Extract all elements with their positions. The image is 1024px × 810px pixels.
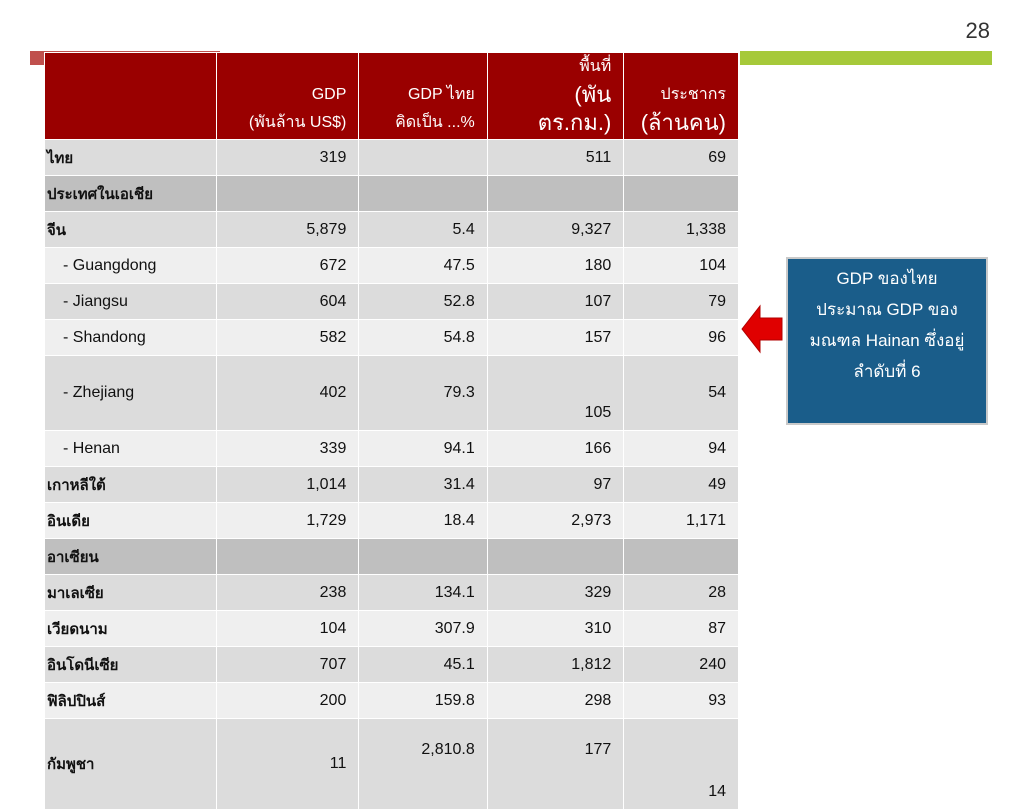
row-gdp: 402 xyxy=(217,356,359,431)
row-area: 9,327 xyxy=(487,212,624,248)
table-header-row xyxy=(45,53,739,140)
row-pop xyxy=(624,176,739,212)
row-pct: 307.9 xyxy=(359,611,487,647)
row-area: 107 xyxy=(487,284,624,320)
row-area xyxy=(487,539,624,575)
row-gdp: 238 xyxy=(217,575,359,611)
table-row xyxy=(45,248,739,284)
header-gdp xyxy=(217,53,359,140)
row-pct: 134.1 xyxy=(359,575,487,611)
header-pop-line1: ประชากร xyxy=(660,86,726,103)
section-label: ประเทศในเอเชีย xyxy=(45,176,217,212)
row-gdp xyxy=(217,176,359,212)
row-name: เกาหลีใต้ xyxy=(45,467,217,503)
row-pop: 1,171 xyxy=(624,503,739,539)
row-area: 310 xyxy=(487,611,624,647)
row-gdp: 5,879 xyxy=(217,212,359,248)
row-pct: 45.1 xyxy=(359,647,487,683)
row-pop: 104 xyxy=(624,248,739,284)
header-pop xyxy=(624,53,739,140)
header-pct-line1: GDP ไทย xyxy=(407,86,475,103)
row-area: 298 xyxy=(487,683,624,719)
header-area xyxy=(487,53,624,140)
header-area-line1: พื้นที่ xyxy=(579,58,612,75)
table-row xyxy=(45,284,739,320)
row-pct xyxy=(359,539,487,575)
table-row xyxy=(45,320,739,356)
row-pop: 28 xyxy=(624,575,739,611)
row-area: 177 xyxy=(487,719,624,810)
table-row xyxy=(45,212,739,248)
note-line: มณฑล Hainan ซึ่งอยู่ xyxy=(809,331,965,350)
row-gdp: 11 xyxy=(217,719,359,810)
table-row xyxy=(45,503,739,539)
row-gdp: 582 xyxy=(217,320,359,356)
table-row xyxy=(45,683,739,719)
table-row xyxy=(45,647,739,683)
header-pop-line2: (ล้านคน) xyxy=(640,110,726,135)
row-pct xyxy=(359,176,487,212)
table-row xyxy=(45,611,739,647)
row-pct: 5.4 xyxy=(359,212,487,248)
row-pop: 79 xyxy=(624,284,739,320)
row-name: มาเลเซีย xyxy=(45,575,217,611)
row-area: 329 xyxy=(487,575,624,611)
row-area: 180 xyxy=(487,248,624,284)
table-row xyxy=(45,467,739,503)
row-name: - Zhejiang xyxy=(45,356,217,431)
row-pct xyxy=(359,140,487,176)
table-row xyxy=(45,356,739,431)
row-pop: 94 xyxy=(624,431,739,467)
row-gdp: 707 xyxy=(217,647,359,683)
note-line: ประมาณ GDP ของ xyxy=(816,300,958,319)
row-pct: 52.8 xyxy=(359,284,487,320)
section-label: อาเซียน xyxy=(45,539,217,575)
note-box xyxy=(786,257,988,425)
left-arrow-icon xyxy=(741,304,783,354)
row-pop: 49 xyxy=(624,467,739,503)
note-line: GDP ของไทย xyxy=(836,269,938,288)
row-name: ฟิลิปปินส์ xyxy=(45,683,217,719)
header-area-line2: (พัน ตร.กม.) xyxy=(537,82,612,135)
page-number: 28 xyxy=(965,18,990,43)
row-gdp: 339 xyxy=(217,431,359,467)
header-gdp-line1: GDP xyxy=(311,86,347,103)
row-area: 105 xyxy=(487,356,624,431)
gdp-comparison-table xyxy=(44,52,739,810)
row-name: - Jiangsu xyxy=(45,284,217,320)
section-row xyxy=(45,176,739,212)
row-name: - Henan xyxy=(45,431,217,467)
row-name: เวียดนาม xyxy=(45,611,217,647)
row-gdp: 319 xyxy=(217,140,359,176)
header-gdp-line2: (พันล้าน US$) xyxy=(248,114,347,131)
row-gdp: 672 xyxy=(217,248,359,284)
row-pop: 240 xyxy=(624,647,739,683)
row-pct: 79.3 xyxy=(359,356,487,431)
row-gdp: 104 xyxy=(217,611,359,647)
row-name: - Guangdong xyxy=(45,248,217,284)
row-pop xyxy=(624,539,739,575)
table-row xyxy=(45,719,739,810)
row-area: 97 xyxy=(487,467,624,503)
row-gdp: 1,014 xyxy=(217,467,359,503)
row-name: - Shandong xyxy=(45,320,217,356)
header-pct-line2: คิดเป็น ...% xyxy=(395,114,475,131)
row-gdp: 200 xyxy=(217,683,359,719)
row-area: 511 xyxy=(487,140,624,176)
row-pop: 14 xyxy=(624,719,739,810)
table-row xyxy=(45,140,739,176)
row-pct: 94.1 xyxy=(359,431,487,467)
row-pop: 87 xyxy=(624,611,739,647)
section-row xyxy=(45,539,739,575)
row-pct: 31.4 xyxy=(359,467,487,503)
row-pct: 159.8 xyxy=(359,683,487,719)
row-gdp: 1,729 xyxy=(217,503,359,539)
row-pop: 69 xyxy=(624,140,739,176)
row-pop: 96 xyxy=(624,320,739,356)
row-pct: 54.8 xyxy=(359,320,487,356)
accent-bar-right xyxy=(740,51,992,65)
header-pct xyxy=(359,53,487,140)
row-pop: 54 xyxy=(624,356,739,431)
row-pct: 47.5 xyxy=(359,248,487,284)
row-pct: 2,810.8 xyxy=(359,719,487,810)
row-pop: 93 xyxy=(624,683,739,719)
row-name: จีน xyxy=(45,212,217,248)
row-area: 2,973 xyxy=(487,503,624,539)
header-name xyxy=(45,53,217,140)
row-area: 166 xyxy=(487,431,624,467)
row-gdp xyxy=(217,539,359,575)
row-name: กัมพูชา xyxy=(45,719,217,810)
row-area: 157 xyxy=(487,320,624,356)
row-area xyxy=(487,176,624,212)
row-name: ไทย xyxy=(45,140,217,176)
table-row xyxy=(45,431,739,467)
note-line: ลำดับที่ 6 xyxy=(853,362,921,381)
row-gdp: 604 xyxy=(217,284,359,320)
row-area: 1,812 xyxy=(487,647,624,683)
row-pop: 1,338 xyxy=(624,212,739,248)
row-name: อินโดนีเซีย xyxy=(45,647,217,683)
row-pct: 18.4 xyxy=(359,503,487,539)
table-row xyxy=(45,575,739,611)
row-name: อินเดีย xyxy=(45,503,217,539)
